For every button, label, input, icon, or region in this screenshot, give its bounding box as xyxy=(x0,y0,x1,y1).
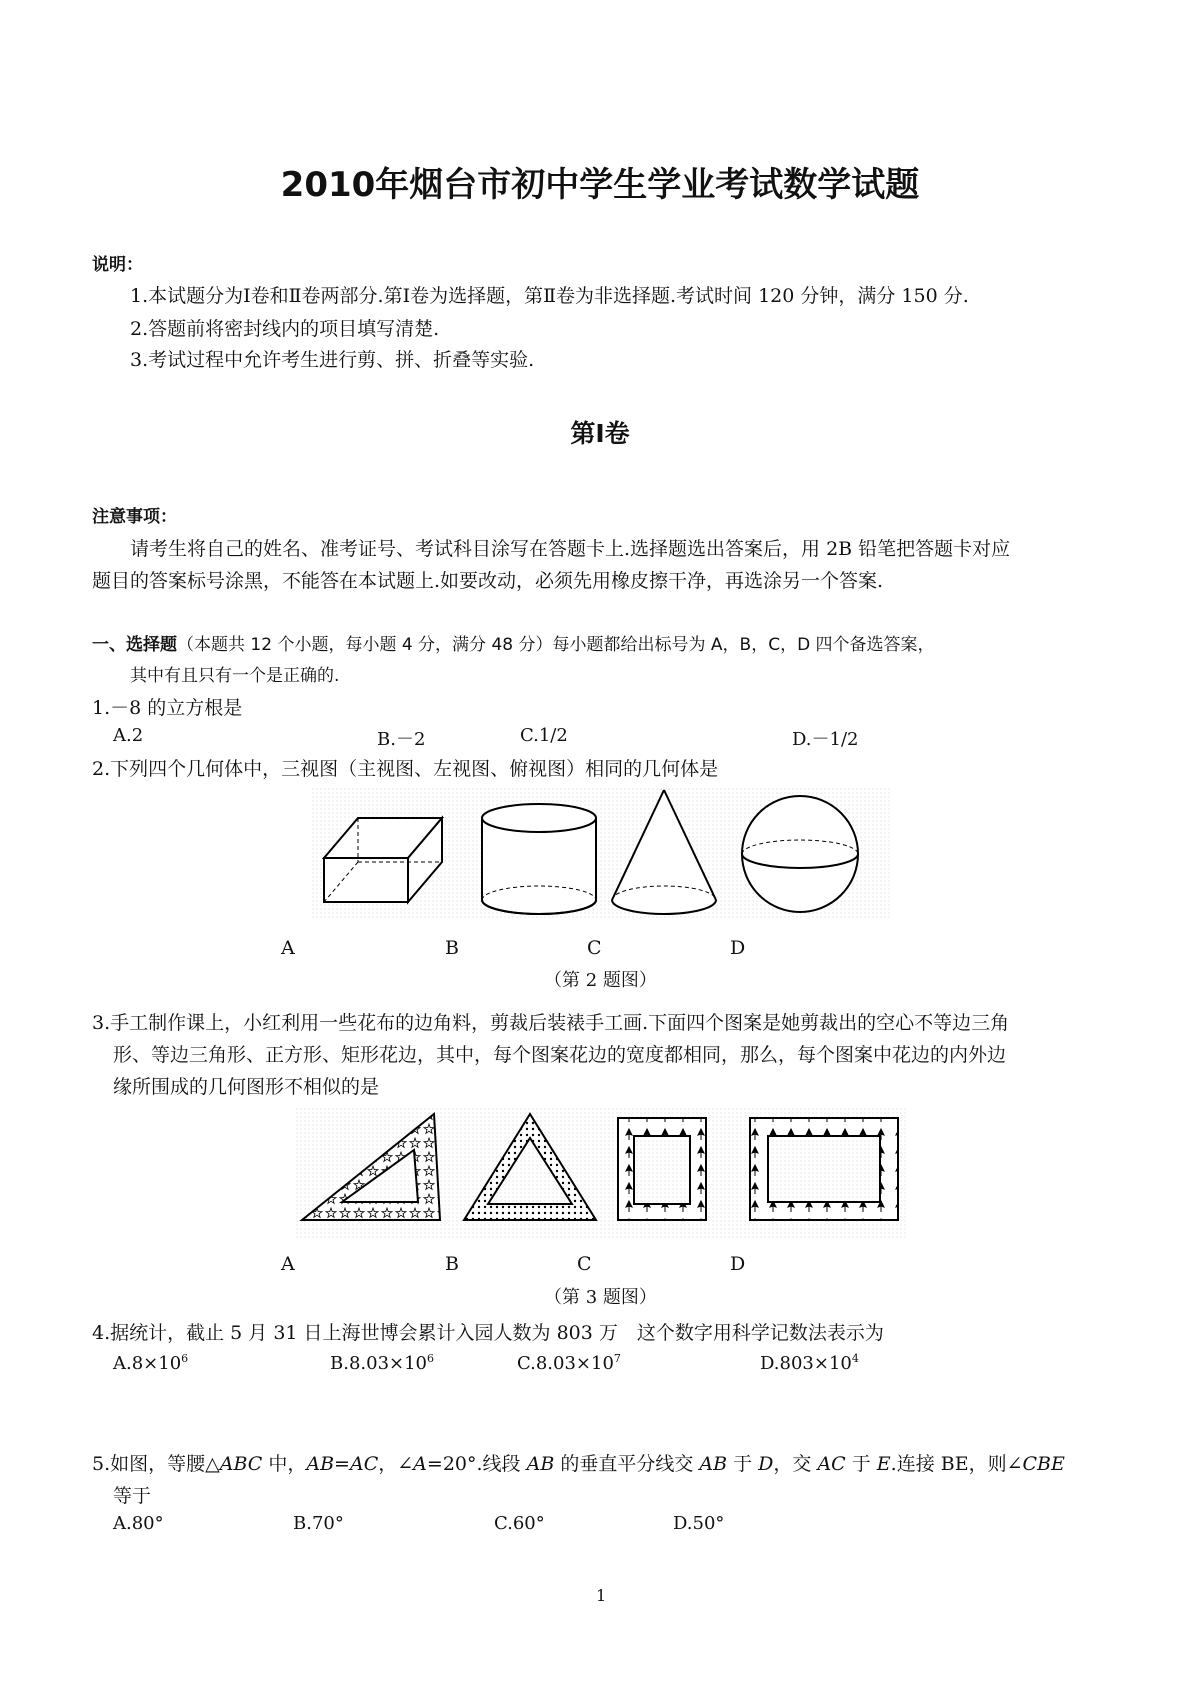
section-header xyxy=(92,630,935,655)
question-5-line-2: 等于 xyxy=(113,1485,152,1507)
question-1-option-c: C.1/2 xyxy=(520,725,568,746)
question-5-option-a: A.80° xyxy=(113,1513,164,1534)
question-3-caption: （第 3 题图） xyxy=(544,1287,657,1308)
question-1-option-d: D.－1/2 xyxy=(792,729,859,750)
question-2-label-a: A xyxy=(281,937,295,959)
section-description: （本题共 12 个小题，每小题 4 分，满分 48 分）每小题都给出标号为 A，B，C，D 四个备选答案， xyxy=(177,635,935,655)
question-1-option-a: A.2 xyxy=(113,725,144,746)
question-3-figure xyxy=(296,1108,906,1238)
page-number: 1 xyxy=(596,1586,607,1605)
question-5-option-d: D.50° xyxy=(673,1513,725,1534)
question-1-option-b: B.－2 xyxy=(377,729,426,750)
question-2-caption: （第 2 题图） xyxy=(544,970,657,991)
question-4-option-b: $B.8.03\times 10^6$ xyxy=(330,1352,435,1374)
notice-line-2: 题目的答案标号涂黑，不能答在本试题上.如要改动，必须先用橡皮擦干净，再选涂另一个答案. xyxy=(92,570,884,592)
instructions-label: 说明： xyxy=(92,255,143,275)
question-3-line-3: 缘所围成的几何图形不相似的是 xyxy=(113,1076,380,1098)
question-2-stem: 2.下列四个几何体中，三视图（主视图、左视图、俯视图）相同的几何体是 xyxy=(92,758,719,780)
sphere-shape xyxy=(742,796,858,912)
section-description-2: 其中有且只有一个是正确的. xyxy=(130,666,340,686)
question-5-option-b: B.70° xyxy=(293,1513,344,1534)
question-3-line-2: 形、等边三角形、正方形、矩形花边，其中，每个图案花边的宽度都相同，那么，每个图案中花边的内外边 xyxy=(113,1044,1007,1066)
notice-label: 注意事项： xyxy=(92,507,177,527)
notice-line-1: 请考生将自己的姓名、准考证号、考试科目涂写在答题卡上.选择题选出答案后，用 2B 铅笔把答题卡对应 xyxy=(130,538,1011,560)
instruction-item-2: 2.答题前将密封线内的项目填写清楚. xyxy=(130,318,440,340)
question-2-label-b: B xyxy=(445,937,459,959)
question-5-line-1: 5.如图，等腰△ABC 中，AB=AC，∠A=20°.线段 AB 的垂直平分线交 AB 于 D，交 AC 于 E.连接 BE，则∠CBE xyxy=(92,1453,1065,1475)
question-1-stem: 1.－8 的立方根是 xyxy=(92,697,243,719)
question-2-label-d: D xyxy=(730,937,746,959)
question-4-option-a: $A.8\times 10^6$ xyxy=(113,1352,189,1374)
question-3-line-1: 3.手工制作课上，小红利用一些花布的边角料，剪裁后装裱手工画.下面四个图案是她剪裁出的空心不等边三角 xyxy=(92,1012,1010,1034)
question-4-option-c: $C.8.03\times 10^7$ xyxy=(517,1352,621,1374)
question-4-stem: 4.据统计，截止 5 月 31 日上海世博会累计入园人数为 803 万 这个数字用科学记数法表示为 xyxy=(92,1322,884,1344)
volume-title: 第Ⅰ卷 xyxy=(570,419,630,448)
question-3-label-b: B xyxy=(445,1253,459,1275)
question-3-label-d: D xyxy=(730,1253,746,1275)
question-3-label-c: C xyxy=(577,1253,592,1275)
section-label: 一、选择题 xyxy=(92,635,177,655)
question-2-figure xyxy=(312,788,892,918)
question-5-option-c: C.60° xyxy=(494,1513,545,1534)
question-2-label-c: C xyxy=(587,937,602,959)
page-title: 2010年烟台市初中学生学业考试数学试题 xyxy=(280,165,920,205)
question-4-option-d: $D.803\times 10^4$ xyxy=(760,1352,859,1374)
question-3-label-a: A xyxy=(281,1253,295,1275)
instruction-item-3: 3.考试过程中允许考生进行剪、拼、折叠等实验. xyxy=(130,349,535,371)
instruction-item-1: 1.本试题分为Ⅰ卷和Ⅱ卷两部分.第Ⅰ卷为选择题，第Ⅱ卷为非选择题.考试时间 120 分钟，满分 150 分. xyxy=(130,285,969,307)
cylinder-shape xyxy=(482,804,596,914)
